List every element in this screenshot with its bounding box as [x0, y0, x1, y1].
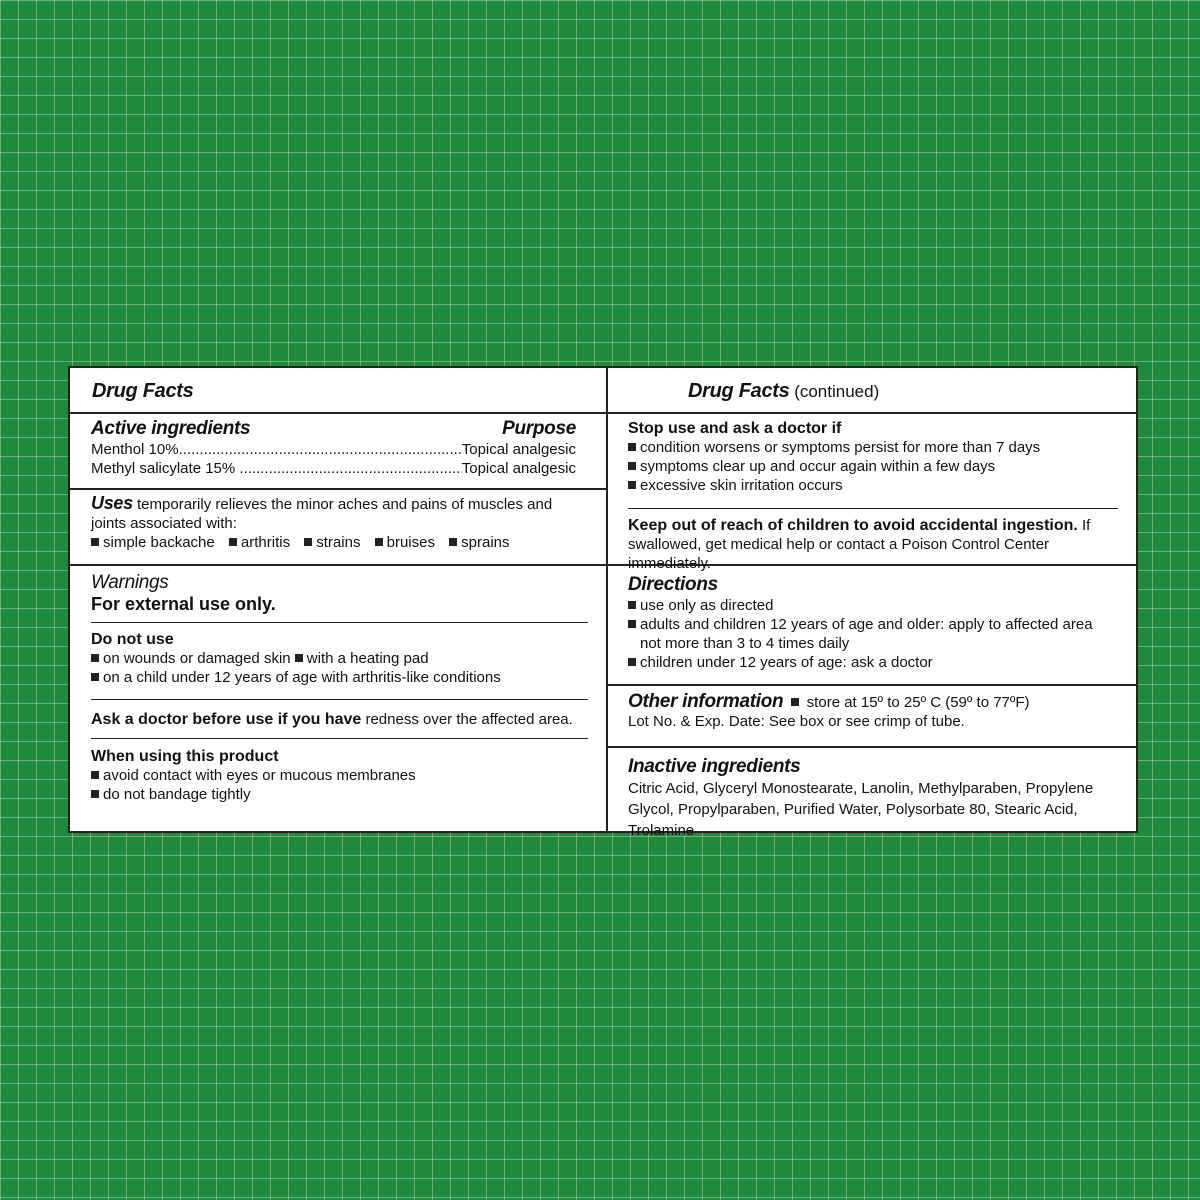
- uses-section: [70, 490, 606, 566]
- do-not-use-block: [91, 631, 501, 687]
- left-column: [70, 368, 608, 831]
- lot-text: Lot No. & Exp. Date: See box or see crimp of tube.: [628, 713, 965, 730]
- drug-facts-continued-header: [608, 368, 1136, 414]
- list-item: arthritis: [229, 534, 290, 551]
- warnings-heading: Warnings: [91, 572, 169, 593]
- list-item: symptoms clear up and occur again within a few days: [628, 457, 1040, 476]
- uses-list: [91, 533, 584, 552]
- do-not-use-item: with a heating pad: [306, 650, 429, 667]
- leader-dots: [179, 440, 462, 459]
- ingredient-purpose: Topical analgesic: [461, 441, 576, 458]
- drug-facts-header: [70, 368, 606, 414]
- keep-out-block: [628, 516, 1116, 573]
- list-item: excessive skin irritation occurs: [628, 476, 1040, 495]
- active-ingredients-heading: Active ingredients: [91, 418, 251, 439]
- list-item: children under 12 years of age: ask a doctor: [628, 653, 1106, 672]
- do-not-use-heading: Do not use: [91, 631, 174, 648]
- uses-text: temporarily relieves the minor aches and pains of muscles and joints associated with:: [91, 496, 553, 532]
- warnings-section: [70, 566, 606, 831]
- drug-facts-title: Drug Facts: [688, 380, 790, 402]
- inactive-ingredients-section: [608, 748, 1136, 839]
- other-information-section: [608, 686, 1136, 748]
- list-item: simple backache: [91, 534, 215, 551]
- ingredient-name: Menthol 10%: [91, 441, 179, 458]
- list-item: condition worsens or symptoms persist for more than 7 days: [628, 438, 1040, 457]
- when-using-heading: When using this product: [91, 748, 279, 765]
- inactive-ingredients-heading: Inactive ingredients: [628, 756, 801, 777]
- divider: [91, 738, 588, 739]
- keep-out-text: If swallowed, get medical help or contact a Poison Control Center immediately.: [628, 517, 1091, 572]
- directions-heading: Directions: [628, 574, 718, 595]
- list-item: do not bandage tightly: [91, 785, 416, 804]
- do-not-use-item: on wounds or damaged skin: [103, 650, 291, 667]
- list-item: use only as directed: [628, 596, 1106, 615]
- other-information-heading: Other information: [628, 691, 784, 712]
- ask-doctor-text: redness over the affected area.: [361, 711, 573, 728]
- list-item: bruises: [375, 534, 435, 551]
- stop-use-heading: Stop use and ask a doctor if: [628, 420, 842, 437]
- continued-label: (continued): [789, 382, 880, 401]
- list-item: adults and children 12 years of age and older: apply to affected area not more than 3 to 4 times daily: [628, 615, 1106, 653]
- divider: [628, 508, 1118, 509]
- active-ingredient-row: [91, 440, 576, 459]
- keep-out-heading: Keep out of reach of children to avoid accidental ingestion.: [628, 517, 1078, 534]
- leader-dots: [239, 459, 461, 478]
- stop-use-section: [608, 414, 1136, 572]
- uses-heading: Uses: [91, 493, 133, 513]
- list-item: strains: [304, 534, 360, 551]
- ingredient-purpose: Topical analgesic: [461, 460, 576, 477]
- do-not-use-item: on a child under 12 years of age with arthritis-like conditions: [103, 669, 501, 686]
- ingredient-name: Methyl salicylate 15%: [91, 460, 240, 477]
- when-using-block: [91, 748, 416, 804]
- drug-facts-panel: [68, 366, 1138, 839]
- inactive-ingredients-text: Citric Acid, Glyceryl Monostearate, Lanolin, Methylparaben, Propylene Glycol, Propylparaben, Purified Water, Polysorbate 80, Stearic Acid, Trolamine: [628, 780, 1094, 839]
- active-ingredients-section: [70, 414, 606, 490]
- purpose-heading: Purpose: [502, 418, 576, 439]
- ask-doctor-heading: Ask a doctor before use if you have: [91, 711, 362, 728]
- active-ingredient-row: [91, 459, 576, 478]
- storage-text: store at 15º to 25º C (59º to 77ºF): [802, 694, 1030, 711]
- drug-facts-title: Drug Facts: [92, 380, 194, 402]
- external-use-text: For external use only.: [91, 594, 276, 614]
- ask-doctor-block: [91, 710, 573, 729]
- directions-section: [608, 566, 1136, 686]
- list-item: sprains: [449, 534, 509, 551]
- right-column: [608, 368, 1136, 839]
- list-item: avoid contact with eyes or mucous membranes: [91, 766, 416, 785]
- divider: [91, 622, 588, 623]
- divider: [91, 699, 588, 700]
